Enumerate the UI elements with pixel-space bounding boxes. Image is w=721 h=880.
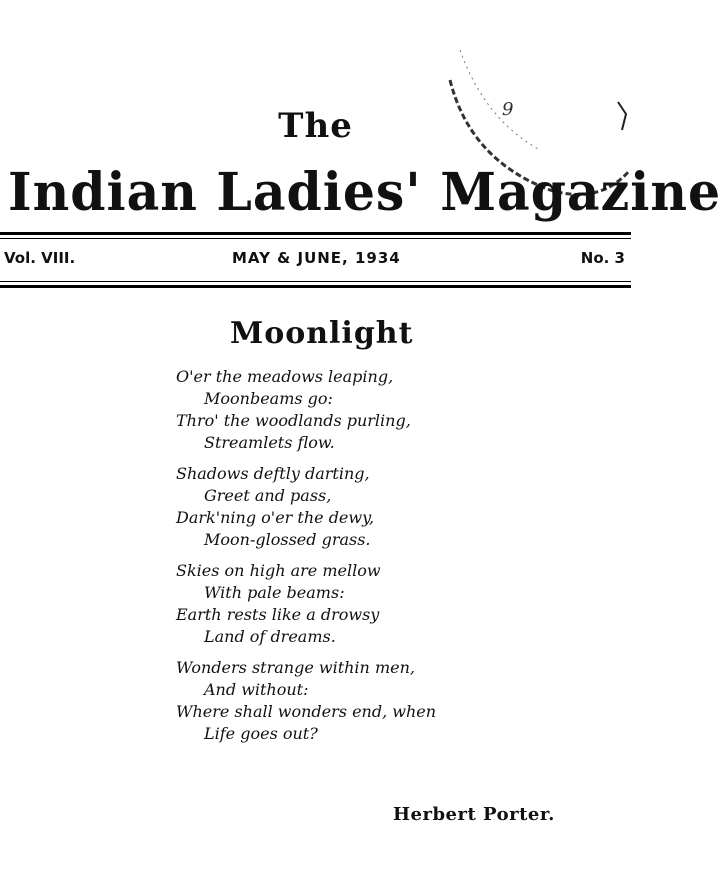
masthead-rule-top-thin xyxy=(0,238,631,239)
poem-line: Life goes out? xyxy=(204,724,318,743)
poem-line: Wonders strange within men, xyxy=(176,658,415,677)
magazine-title: Indian Ladies' Magazine xyxy=(8,162,721,223)
poem-body xyxy=(176,366,516,754)
volume-label: Vol. VIII. xyxy=(4,249,76,267)
poem-line: Land of dreams. xyxy=(204,627,336,646)
issue-line xyxy=(0,249,631,273)
poem-line: Moonbeams go: xyxy=(204,389,333,408)
poem-line: With pale beams: xyxy=(204,583,345,602)
poem-line: Skies on high are mellow xyxy=(176,561,381,580)
masthead-rule-bottom xyxy=(0,285,631,288)
poem-line: Thro' the woodlands purling, xyxy=(176,411,411,430)
masthead-the: The xyxy=(278,106,353,146)
poem-line: Earth rests like a drowsy xyxy=(176,605,380,624)
poem-stanza xyxy=(176,366,516,454)
masthead-rule-bottom-thin xyxy=(0,281,631,282)
poem-stanza xyxy=(176,657,516,745)
poem-stanza xyxy=(176,463,516,551)
poem-line: Greet and pass, xyxy=(204,486,332,505)
poem-line: Streamlets flow. xyxy=(204,433,335,452)
stamp-mark: 9 xyxy=(502,99,514,120)
poem-line: And without: xyxy=(204,680,309,699)
masthead-rule-top xyxy=(0,232,631,235)
poem-title: Moonlight xyxy=(230,316,414,351)
poem-line: Moon-glossed grass. xyxy=(204,530,371,549)
poem-line: Dark'ning o'er the dewy, xyxy=(176,508,375,527)
poem-stanza xyxy=(176,560,516,648)
poem-author: Herbert Porter. xyxy=(393,804,555,825)
poem-line: Shadows deftly darting, xyxy=(176,464,370,483)
poem-line: O'er the meadows leaping, xyxy=(176,367,394,386)
issue-number: No. 3 xyxy=(580,249,625,267)
poem-line: Where shall wonders end, when xyxy=(176,702,437,721)
issue-date: MAY & JUNE, 1934 xyxy=(232,249,401,267)
